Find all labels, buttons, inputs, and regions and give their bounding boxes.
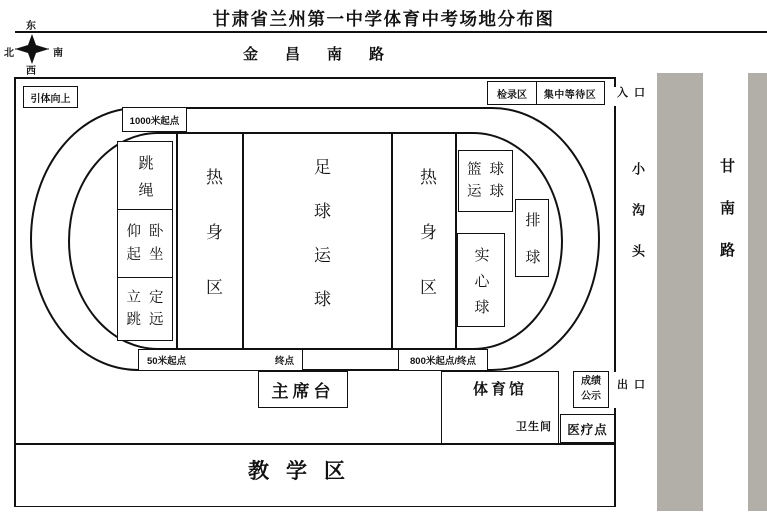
situp-box [117, 209, 173, 279]
pull-up-label: 引体向上 [30, 93, 71, 105]
jump-rope-box [117, 141, 173, 210]
start-50m-label: 50米起点 [147, 356, 187, 367]
score-label-line1: 成绩 [581, 376, 601, 387]
waiting-area-box [536, 81, 605, 105]
warmup-zone-west-label: 热身区 [203, 168, 222, 333]
road-label-jinchang: 金昌南路 [243, 46, 412, 63]
check-in-label: 检录区 [497, 89, 527, 101]
start-1000m-label: 1000米起点 [129, 115, 180, 127]
title-divider [15, 31, 767, 33]
entrance-label: 入口 [617, 87, 651, 99]
situp-label-line1: 仰卧 [126, 224, 172, 241]
campus-boundary-right-upper [614, 106, 616, 372]
page-title: 甘肃省兰州第一中学体育中考场地分布图 [212, 9, 555, 29]
score-label-line2: 公示 [581, 390, 601, 402]
jump-rope-label: 跳绳 [136, 154, 153, 209]
medicine-ball-box [457, 233, 505, 327]
gym-label: 体育馆 [472, 381, 527, 398]
compass-west-label: 西 [26, 66, 36, 77]
restroom-label: 卫生间 [516, 421, 552, 433]
finish-label: 终点 [274, 356, 294, 367]
teaching-zone-divider [14, 443, 615, 445]
road-label-gannan: 甘南路 [718, 158, 735, 284]
check-in-box [487, 81, 537, 105]
long-jump-label-line2: 跳远 [126, 312, 172, 328]
campus-boundary-top [14, 77, 615, 79]
start-800m-label: 800米起点/终点 [410, 356, 476, 367]
start-1000m-box [122, 107, 187, 132]
medicine-ball-label: 实心球 [472, 246, 489, 325]
infield-divider-2 [242, 133, 244, 349]
pull-up-box [23, 86, 78, 108]
soccer-dribble-zone-label: 足球运球 [311, 158, 330, 334]
infield-divider-3 [391, 133, 393, 349]
infield-divider-1 [176, 133, 178, 349]
campus-boundary-right-stub [614, 77, 616, 87]
exit-label: 出口 [617, 379, 651, 391]
gym-block [441, 371, 559, 443]
waiting-area-label: 集中等待区 [543, 89, 597, 101]
campus-boundary-bottom [14, 506, 615, 508]
score-board-box [573, 371, 609, 408]
bottom-lane-box-east [398, 349, 488, 371]
medical-point-label: 医疗点 [567, 422, 608, 437]
road-strip-outer [748, 73, 767, 511]
compass-icon [14, 33, 50, 65]
teaching-zone-label: 教学区 [248, 460, 362, 483]
long-jump-box [117, 277, 173, 341]
situp-label-line2: 起坐 [126, 246, 172, 263]
warmup-zone-east-label: 热身区 [417, 168, 436, 333]
basketball-dribble-box [458, 150, 513, 212]
medical-point-box [560, 414, 615, 443]
basketball-label-line1: 篮球 [467, 161, 512, 178]
compass-south-label: 南 [53, 48, 63, 59]
road-label-xiagoutou: 小沟头 [630, 162, 645, 285]
road-strip-inner [657, 73, 703, 511]
volleyball-label: 排球 [523, 212, 540, 286]
rostrum-box [258, 371, 348, 408]
rostrum-label: 主席台 [271, 382, 335, 401]
bottom-lane-box-west [138, 349, 303, 371]
long-jump-label-line1: 立定 [126, 289, 172, 306]
compass-east-label: 东 [26, 21, 36, 32]
basketball-label-line2: 运球 [467, 184, 512, 200]
compass-north-label: 北 [4, 48, 14, 59]
volleyball-box [515, 199, 549, 286]
